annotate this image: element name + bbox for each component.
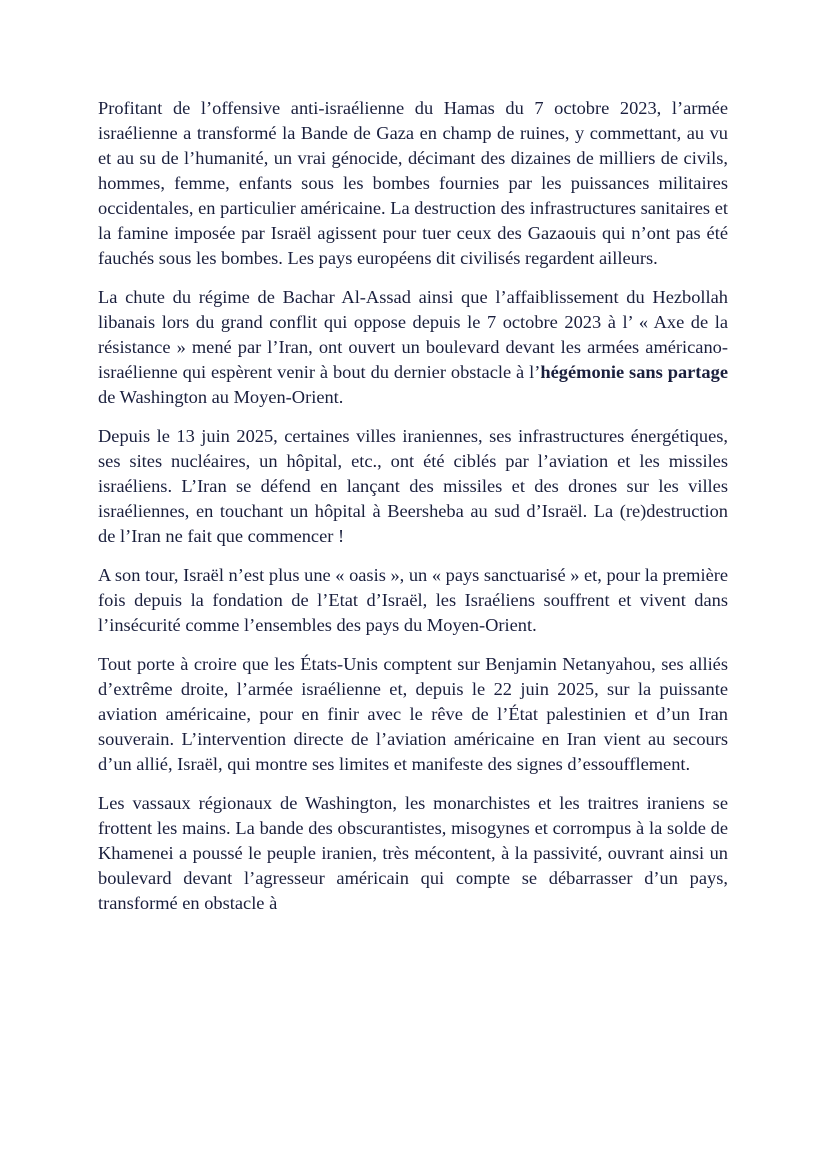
document-page [98, 96, 728, 930]
paragraph-regional-vassals: Les vassaux régionaux de Washington, les monarchistes et les traitres iraniens se frottent les mains. La bande des obscurantistes, misogynes et corrompus à la solde de Khamenei a poussé le peuple iranien, très mécontent, à la passivité, ouvrant ainsi un boulevard devant l’agresseur américain qui compte se débarrasser d’un pays, transformé en obstacle à [98, 793, 728, 913]
paragraph-us-intervention: Tout porte à croire que les États-Unis comptent sur Benjamin Netanyahou, ses alliés d’extrême droite, l’armée israélienne et, depuis le 22 juin 2025, sur la puissante aviation américaine, pour en finir avec le rêve de l’État palestinien et d’un Iran souverain. L’intervention directe de l’aviation américaine en Iran vient au secours d’un allié, Israël, qui montre ses limites et manifeste des signes d’essoufflement. [98, 654, 728, 774]
paragraph-israel-insecurity: A son tour, Israël n’est plus une « oasis », un « pays sanctuarisé » et, pour la première fois depuis la fondation de l’Etat d’Israël, les Israéliens souffrent et vivent dans l’insécurité comme l’ensembles des pays du Moyen-Orient. [98, 565, 729, 635]
paragraph-text-after: de Washington au Moyen-Orient. [98, 387, 344, 407]
paragraph-gaza-offensive: Profitant de l’offensive anti-israélienne du Hamas du 7 octobre 2023, l’armée israélienne a transformé la Bande de Gaza en champ de ruines, y commettant, au vu et au su de l’humanité, un vrai génocide, décimant des dizaines de milliers de civils, hommes, femme, enfants sous les bombes fournies par les puissances militaires occidentales, en particulier américaine. La destruction des infrastructures sanitaires et la famine imposée par Israël agissent pour tuer ceux des Gazaouis qui n’ont pas été fauchés sous les bombes. Les pays européens dit civilisés regardent ailleurs. [98, 98, 728, 268]
emphasis-hegemony: hégémonie sans partage [540, 362, 728, 382]
paragraph-text-before: La chute du régime de Bachar Al-Assad ainsi que l’affaiblissement du Hezbollah libanais lors du grand conflit qui oppose depuis le 7 octobre 2023 à l’ « Axe de la résistance » mené par l’Iran, ont ouvert un boulevard devant les armées américano-israélienne qui espèrent venir à bout du dernier obstacle à l’ [98, 287, 728, 382]
paragraph-axis-of-resistance [98, 285, 728, 410]
paragraph-iran-strikes: Depuis le 13 juin 2025, certaines villes iraniennes, ses infrastructures énergétiques, ses sites nucléaires, un hôpital, etc., ont été ciblés par l’aviation et les missiles israéliens. L’Iran se défend en lançant des missiles et des drones sur les villes israéliennes, en touchant un hôpital à Beersheba au sud d’Israël. La (re)destruction de l’Iran ne fait que commencer ! [98, 426, 728, 546]
